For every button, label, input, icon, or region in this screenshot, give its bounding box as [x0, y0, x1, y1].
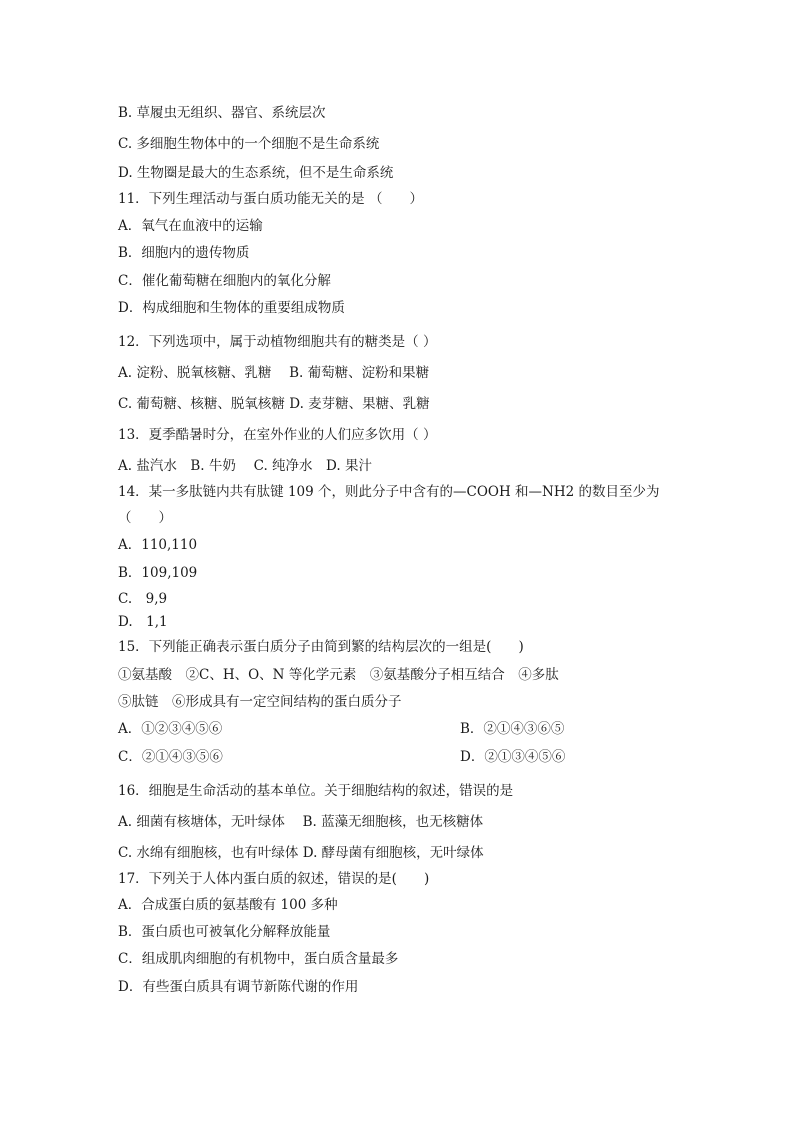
q15-option-d: D．②①③④⑤⑥: [460, 749, 566, 765]
q17-option-d: D．有些蛋白质具有调节新陈代谢的作用: [118, 979, 359, 995]
q14-option-c: C. 9,9: [118, 591, 168, 607]
q15-stem: 15．下列能正确表示蛋白质分子由简到繁的结构层次的一组是( ): [118, 639, 524, 655]
q15-option-a: A．①②③④⑤⑥: [118, 721, 223, 737]
q10-option-c: C. 多细胞生物体中的一个细胞不是生命系统: [118, 136, 380, 152]
q14-stem-paren: （ ）: [118, 510, 172, 526]
q13-options: A. 盐汽水 B. 牛奶 C. 纯净水 D. 果汁: [118, 458, 372, 474]
q17-option-c: C．组成肌肉细胞的有机物中，蛋白质含量最多: [118, 951, 399, 967]
q14-stem: 14．某一多肽链内共有肽键 109 个，则此分子中含有的—COOH 和—NH2 的数目至少为: [118, 484, 660, 500]
q12-options-ab: A. 淀粉、脱氧核糖、乳糖 B. 葡萄糖、淀粉和果糖: [118, 365, 430, 381]
q16-options-ab: A. 细菌有核塘体，无叶绿体 B. 蓝藻无细胞核，也无核糖体: [118, 814, 484, 830]
q13-stem: 13．夏季酷暑时分，在室外作业的人们应多饮用（ ）: [118, 427, 437, 443]
q11-option-a: A．氧气在血液中的运输: [118, 218, 263, 234]
q16-stem: 16．细胞是生命活动的基本单位。关于细胞结构的叙述，错误的是: [118, 783, 514, 799]
q16-options-cd: C. 水绵有细胞核，也有叶绿体 D. 酵母菌有细胞核，无叶绿体: [118, 845, 484, 861]
q11-option-b: B．细胞内的遗传物质: [118, 245, 250, 261]
q15-items-1: ①氨基酸 ②C、H、O、N 等化学元素 ③氨基酸分子相互结合 ④多肽: [118, 667, 559, 683]
q11-option-d: D．构成细胞和生物体的重要组成物质: [118, 300, 345, 316]
q12-options-cd: C. 葡萄糖、核糖、脱氧核糖 D. 麦芽糖、果糖、乳糖: [118, 396, 430, 412]
q10-option-d: D. 生物圈是最大的生态系统，但不是生命系统: [118, 165, 394, 181]
q15-items-2: ⑤肽链 ⑥形成具有一定空间结构的蛋白质分子: [118, 694, 402, 710]
q10-option-b: B. 草履虫无组织、器官、系统层次: [118, 105, 326, 121]
q17-option-b: B．蛋白质也可被氧化分解释放能量: [118, 924, 331, 940]
q14-option-a: A．110,110: [118, 537, 198, 553]
q17-stem: 17．下列关于人体内蛋白质的叙述，错误的是( ): [118, 871, 430, 887]
q14-option-b: B．109,109: [118, 565, 198, 581]
q14-option-d: D. 1,1: [118, 614, 168, 630]
q12-stem: 12．下列选项中，属于动植物细胞共有的糖类是（ ）: [118, 334, 437, 350]
q15-option-b: B．②①④③⑥⑤: [460, 721, 565, 737]
q15-option-c: C．②①④③⑤⑥: [118, 749, 223, 765]
q17-option-a: A．合成蛋白质的氨基酸有 100 多种: [118, 897, 338, 913]
q11-option-c: C．催化葡萄糖在细胞内的氧化分解: [118, 273, 331, 289]
q11-stem: 11．下列生理活动与蛋白质功能无关的是 （ ）: [118, 191, 423, 207]
q15-options-ab: [118, 720, 754, 738]
q15-options-cd: [118, 748, 754, 766]
